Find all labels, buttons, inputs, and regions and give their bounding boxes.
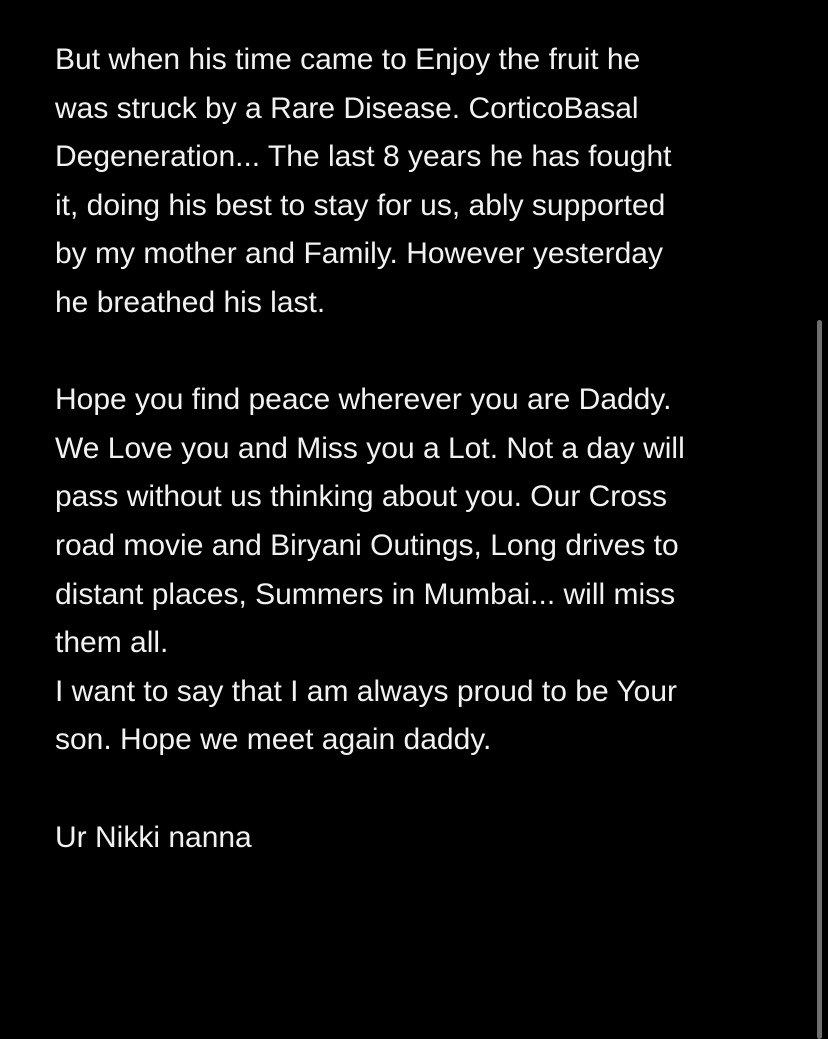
text-line: distant places, Summers in Mumbai... will miss xyxy=(55,577,676,611)
blank-line xyxy=(55,328,795,377)
text-line: pass without us thinking about you. Our Cross xyxy=(55,480,667,514)
note-text-area[interactable] xyxy=(55,36,795,862)
text-line: Degeneration... The last 8 years he has fought xyxy=(55,140,672,174)
text-line: it, doing his best to stay for us, ably supported xyxy=(55,188,666,222)
text-line: But when his time came to Enjoy the fruit he xyxy=(55,43,641,76)
paragraph-1 xyxy=(55,36,795,328)
text-line: We Love you and Miss you a Lot. Not a day will xyxy=(55,431,685,465)
text-line: Hope you find peace wherever you are Daddy. xyxy=(55,383,672,417)
text-line: son. Hope we meet again daddy. xyxy=(55,723,492,757)
text-line: road movie and Biryani Outings, Long drives to xyxy=(55,528,679,562)
scrollbar-thumb[interactable] xyxy=(817,320,822,1039)
vertical-scrollbar[interactable] xyxy=(817,320,823,1039)
text-line: was struck by a Rare Disease. CorticoBasal xyxy=(55,91,639,125)
signature-line: Ur Nikki nanna xyxy=(55,820,252,854)
text-line: he breathed his last. xyxy=(55,285,326,319)
signature-paragraph xyxy=(55,814,795,863)
text-line: by my mother and Family. However yesterday xyxy=(55,237,663,271)
paragraph-2 xyxy=(55,376,795,765)
blank-line xyxy=(55,765,795,814)
text-line: I want to say that I am always proud to be Your xyxy=(55,674,678,708)
text-line: them all. xyxy=(55,626,169,660)
